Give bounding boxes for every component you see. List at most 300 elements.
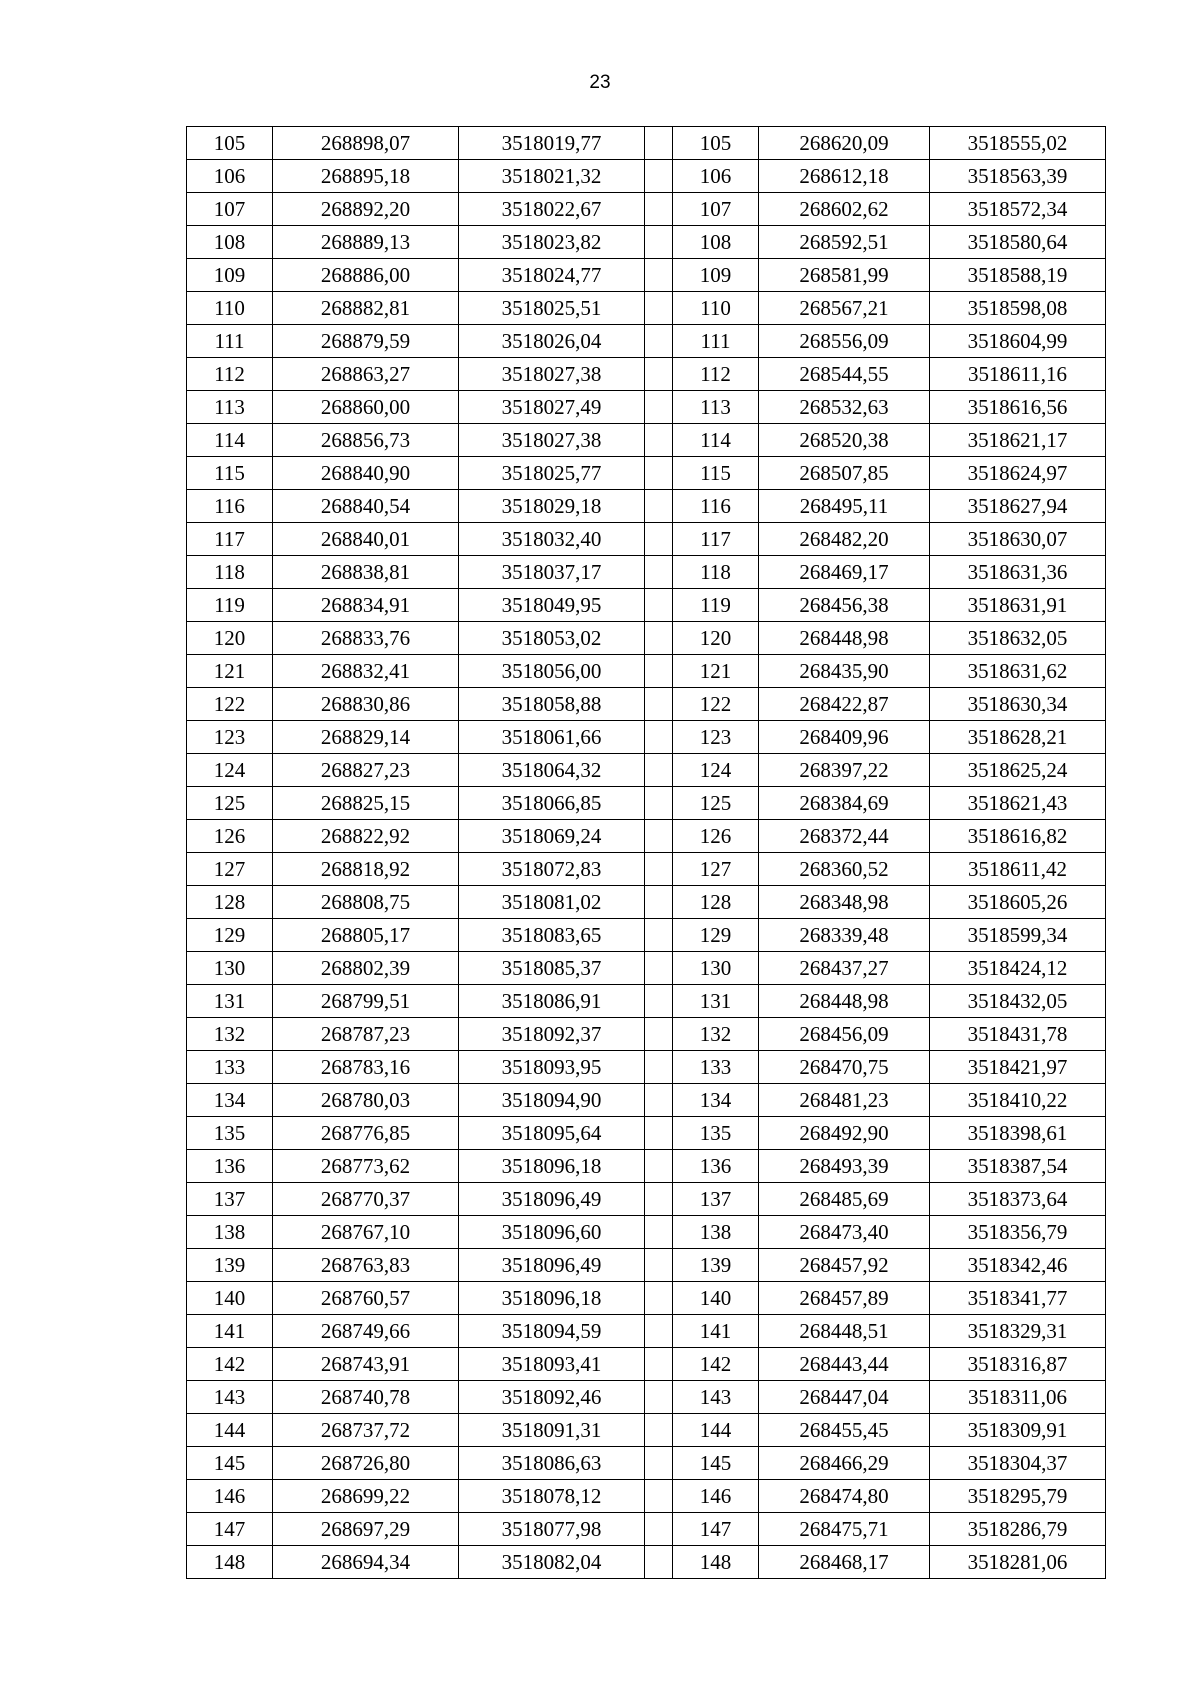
table-row: [187, 292, 1106, 325]
table-row: [187, 952, 1106, 985]
left-x-coordinate-cell: 268699,22: [273, 1480, 459, 1513]
spacer-cell: [645, 952, 673, 985]
left-point-number-cell: 123: [187, 721, 273, 754]
left-x-coordinate-cell: 268825,15: [273, 787, 459, 820]
right-y-coordinate-cell: 3518631,36: [930, 556, 1106, 589]
left-y-coordinate-cell: 3518069,24: [459, 820, 645, 853]
left-x-coordinate-cell: 268805,17: [273, 919, 459, 952]
left-point-number-cell: 107: [187, 193, 273, 226]
spacer-cell: [645, 1051, 673, 1084]
spacer-cell: [645, 1414, 673, 1447]
table-row: [187, 1183, 1106, 1216]
left-x-coordinate-cell: 268892,20: [273, 193, 459, 226]
right-x-coordinate-cell: 268470,75: [759, 1051, 930, 1084]
left-x-coordinate-cell: 268863,27: [273, 358, 459, 391]
left-x-coordinate-cell: 268860,00: [273, 391, 459, 424]
left-point-number-cell: 109: [187, 259, 273, 292]
right-point-number-cell: 109: [673, 259, 759, 292]
right-point-number-cell: 115: [673, 457, 759, 490]
left-y-coordinate-cell: 3518027,38: [459, 424, 645, 457]
table-row: [187, 820, 1106, 853]
spacer-cell: [645, 1183, 673, 1216]
right-point-number-cell: 117: [673, 523, 759, 556]
left-point-number-cell: 140: [187, 1282, 273, 1315]
right-x-coordinate-cell: 268422,87: [759, 688, 930, 721]
left-y-coordinate-cell: 3518078,12: [459, 1480, 645, 1513]
right-point-number-cell: 128: [673, 886, 759, 919]
right-y-coordinate-cell: 3518431,78: [930, 1018, 1106, 1051]
right-point-number-cell: 116: [673, 490, 759, 523]
right-point-number-cell: 143: [673, 1381, 759, 1414]
left-y-coordinate-cell: 3518058,88: [459, 688, 645, 721]
left-x-coordinate-cell: 268780,03: [273, 1084, 459, 1117]
right-x-coordinate-cell: 268448,98: [759, 985, 930, 1018]
spacer-cell: [645, 457, 673, 490]
right-y-coordinate-cell: 3518295,79: [930, 1480, 1106, 1513]
spacer-cell: [645, 655, 673, 688]
spacer-cell: [645, 853, 673, 886]
left-point-number-cell: 112: [187, 358, 273, 391]
left-y-coordinate-cell: 3518037,17: [459, 556, 645, 589]
left-point-number-cell: 113: [187, 391, 273, 424]
right-point-number-cell: 132: [673, 1018, 759, 1051]
left-y-coordinate-cell: 3518094,90: [459, 1084, 645, 1117]
table-row: [187, 457, 1106, 490]
right-point-number-cell: 124: [673, 754, 759, 787]
left-point-number-cell: 136: [187, 1150, 273, 1183]
table-row: [187, 160, 1106, 193]
right-x-coordinate-cell: 268456,09: [759, 1018, 930, 1051]
right-point-number-cell: 107: [673, 193, 759, 226]
left-point-number-cell: 108: [187, 226, 273, 259]
right-point-number-cell: 123: [673, 721, 759, 754]
left-x-coordinate-cell: 268799,51: [273, 985, 459, 1018]
spacer-cell: [645, 787, 673, 820]
right-x-coordinate-cell: 268456,38: [759, 589, 930, 622]
right-y-coordinate-cell: 3518631,62: [930, 655, 1106, 688]
left-x-coordinate-cell: 268726,80: [273, 1447, 459, 1480]
right-y-coordinate-cell: 3518630,07: [930, 523, 1106, 556]
spacer-cell: [645, 1084, 673, 1117]
right-point-number-cell: 111: [673, 325, 759, 358]
left-point-number-cell: 129: [187, 919, 273, 952]
right-x-coordinate-cell: 268448,51: [759, 1315, 930, 1348]
right-x-coordinate-cell: 268397,22: [759, 754, 930, 787]
left-y-coordinate-cell: 3518029,18: [459, 490, 645, 523]
right-x-coordinate-cell: 268507,85: [759, 457, 930, 490]
left-point-number-cell: 142: [187, 1348, 273, 1381]
left-x-coordinate-cell: 268889,13: [273, 226, 459, 259]
left-y-coordinate-cell: 3518095,64: [459, 1117, 645, 1150]
left-y-coordinate-cell: 3518064,32: [459, 754, 645, 787]
left-x-coordinate-cell: 268763,83: [273, 1249, 459, 1282]
table-row: [187, 1381, 1106, 1414]
spacer-cell: [645, 721, 673, 754]
table-row: [187, 127, 1106, 160]
left-x-coordinate-cell: 268898,07: [273, 127, 459, 160]
left-y-coordinate-cell: 3518066,85: [459, 787, 645, 820]
table-row: [187, 688, 1106, 721]
left-x-coordinate-cell: 268697,29: [273, 1513, 459, 1546]
left-point-number-cell: 128: [187, 886, 273, 919]
right-point-number-cell: 119: [673, 589, 759, 622]
right-point-number-cell: 114: [673, 424, 759, 457]
spacer-cell: [645, 1348, 673, 1381]
right-y-coordinate-cell: 3518341,77: [930, 1282, 1106, 1315]
left-x-coordinate-cell: 268808,75: [273, 886, 459, 919]
left-point-number-cell: 135: [187, 1117, 273, 1150]
spacer-cell: [645, 1447, 673, 1480]
right-x-coordinate-cell: 268581,99: [759, 259, 930, 292]
right-point-number-cell: 106: [673, 160, 759, 193]
right-y-coordinate-cell: 3518616,82: [930, 820, 1106, 853]
left-point-number-cell: 114: [187, 424, 273, 457]
spacer-cell: [645, 1117, 673, 1150]
table-row: [187, 1546, 1106, 1579]
table-row: [187, 1414, 1106, 1447]
right-y-coordinate-cell: 3518281,06: [930, 1546, 1106, 1579]
right-point-number-cell: 129: [673, 919, 759, 952]
left-point-number-cell: 126: [187, 820, 273, 853]
left-x-coordinate-cell: 268840,90: [273, 457, 459, 490]
right-x-coordinate-cell: 268468,17: [759, 1546, 930, 1579]
table-row: [187, 1480, 1106, 1513]
left-x-coordinate-cell: 268737,72: [273, 1414, 459, 1447]
right-point-number-cell: 134: [673, 1084, 759, 1117]
right-x-coordinate-cell: 268592,51: [759, 226, 930, 259]
left-x-coordinate-cell: 268840,01: [273, 523, 459, 556]
left-y-coordinate-cell: 3518096,60: [459, 1216, 645, 1249]
left-y-coordinate-cell: 3518096,18: [459, 1282, 645, 1315]
spacer-cell: [645, 754, 673, 787]
spacer-cell: [645, 589, 673, 622]
right-x-coordinate-cell: 268493,39: [759, 1150, 930, 1183]
spacer-cell: [645, 688, 673, 721]
left-y-coordinate-cell: 3518024,77: [459, 259, 645, 292]
right-y-coordinate-cell: 3518632,05: [930, 622, 1106, 655]
left-x-coordinate-cell: 268749,66: [273, 1315, 459, 1348]
right-y-coordinate-cell: 3518580,64: [930, 226, 1106, 259]
right-y-coordinate-cell: 3518599,34: [930, 919, 1106, 952]
table-row: [187, 1282, 1106, 1315]
left-point-number-cell: 147: [187, 1513, 273, 1546]
table-row: [187, 1216, 1106, 1249]
right-x-coordinate-cell: 268435,90: [759, 655, 930, 688]
left-point-number-cell: 133: [187, 1051, 273, 1084]
left-point-number-cell: 122: [187, 688, 273, 721]
right-y-coordinate-cell: 3518627,94: [930, 490, 1106, 523]
right-point-number-cell: 136: [673, 1150, 759, 1183]
right-y-coordinate-cell: 3518621,17: [930, 424, 1106, 457]
right-point-number-cell: 146: [673, 1480, 759, 1513]
table-row: [187, 391, 1106, 424]
right-x-coordinate-cell: 268466,29: [759, 1447, 930, 1480]
right-y-coordinate-cell: 3518630,34: [930, 688, 1106, 721]
left-x-coordinate-cell: 268787,23: [273, 1018, 459, 1051]
table-row: [187, 226, 1106, 259]
table-row: [187, 919, 1106, 952]
left-y-coordinate-cell: 3518093,95: [459, 1051, 645, 1084]
right-y-coordinate-cell: 3518616,56: [930, 391, 1106, 424]
right-y-coordinate-cell: 3518373,64: [930, 1183, 1106, 1216]
left-y-coordinate-cell: 3518025,77: [459, 457, 645, 490]
left-point-number-cell: 145: [187, 1447, 273, 1480]
left-x-coordinate-cell: 268833,76: [273, 622, 459, 655]
spacer-cell: [645, 556, 673, 589]
right-point-number-cell: 147: [673, 1513, 759, 1546]
right-x-coordinate-cell: 268481,23: [759, 1084, 930, 1117]
right-y-coordinate-cell: 3518410,22: [930, 1084, 1106, 1117]
left-point-number-cell: 134: [187, 1084, 273, 1117]
right-y-coordinate-cell: 3518563,39: [930, 160, 1106, 193]
left-point-number-cell: 131: [187, 985, 273, 1018]
table-row: [187, 1084, 1106, 1117]
left-y-coordinate-cell: 3518096,49: [459, 1183, 645, 1216]
right-y-coordinate-cell: 3518598,08: [930, 292, 1106, 325]
left-point-number-cell: 110: [187, 292, 273, 325]
left-x-coordinate-cell: 268770,37: [273, 1183, 459, 1216]
left-point-number-cell: 146: [187, 1480, 273, 1513]
left-x-coordinate-cell: 268832,41: [273, 655, 459, 688]
spacer-cell: [645, 1546, 673, 1579]
table-row: [187, 259, 1106, 292]
left-point-number-cell: 139: [187, 1249, 273, 1282]
left-point-number-cell: 119: [187, 589, 273, 622]
left-point-number-cell: 144: [187, 1414, 273, 1447]
spacer-cell: [645, 1282, 673, 1315]
right-point-number-cell: 105: [673, 127, 759, 160]
left-y-coordinate-cell: 3518021,32: [459, 160, 645, 193]
left-x-coordinate-cell: 268856,73: [273, 424, 459, 457]
right-x-coordinate-cell: 268602,62: [759, 193, 930, 226]
left-point-number-cell: 127: [187, 853, 273, 886]
right-x-coordinate-cell: 268348,98: [759, 886, 930, 919]
right-y-coordinate-cell: 3518588,19: [930, 259, 1106, 292]
right-point-number-cell: 131: [673, 985, 759, 1018]
left-x-coordinate-cell: 268882,81: [273, 292, 459, 325]
left-y-coordinate-cell: 3518091,31: [459, 1414, 645, 1447]
left-x-coordinate-cell: 268743,91: [273, 1348, 459, 1381]
left-x-coordinate-cell: 268783,16: [273, 1051, 459, 1084]
left-point-number-cell: 116: [187, 490, 273, 523]
spacer-cell: [645, 985, 673, 1018]
right-point-number-cell: 127: [673, 853, 759, 886]
right-y-coordinate-cell: 3518432,05: [930, 985, 1106, 1018]
right-point-number-cell: 145: [673, 1447, 759, 1480]
left-x-coordinate-cell: 268895,18: [273, 160, 459, 193]
table-row: [187, 193, 1106, 226]
left-point-number-cell: 111: [187, 325, 273, 358]
left-y-coordinate-cell: 3518086,63: [459, 1447, 645, 1480]
left-x-coordinate-cell: 268822,92: [273, 820, 459, 853]
left-x-coordinate-cell: 268767,10: [273, 1216, 459, 1249]
left-x-coordinate-cell: 268760,57: [273, 1282, 459, 1315]
table-row: [187, 754, 1106, 787]
left-x-coordinate-cell: 268818,92: [273, 853, 459, 886]
right-x-coordinate-cell: 268457,89: [759, 1282, 930, 1315]
right-x-coordinate-cell: 268495,11: [759, 490, 930, 523]
spacer-cell: [645, 193, 673, 226]
spacer-cell: [645, 292, 673, 325]
table-row: [187, 787, 1106, 820]
table-row: [187, 490, 1106, 523]
right-point-number-cell: 141: [673, 1315, 759, 1348]
right-y-coordinate-cell: 3518309,91: [930, 1414, 1106, 1447]
left-point-number-cell: 115: [187, 457, 273, 490]
right-y-coordinate-cell: 3518421,97: [930, 1051, 1106, 1084]
right-x-coordinate-cell: 268443,44: [759, 1348, 930, 1381]
right-point-number-cell: 121: [673, 655, 759, 688]
left-x-coordinate-cell: 268840,54: [273, 490, 459, 523]
left-x-coordinate-cell: 268834,91: [273, 589, 459, 622]
right-y-coordinate-cell: 3518304,37: [930, 1447, 1106, 1480]
right-x-coordinate-cell: 268339,48: [759, 919, 930, 952]
right-x-coordinate-cell: 268372,44: [759, 820, 930, 853]
spacer-cell: [645, 391, 673, 424]
right-point-number-cell: 137: [673, 1183, 759, 1216]
right-x-coordinate-cell: 268482,20: [759, 523, 930, 556]
spacer-cell: [645, 1018, 673, 1051]
right-y-coordinate-cell: 3518604,99: [930, 325, 1106, 358]
right-x-coordinate-cell: 268492,90: [759, 1117, 930, 1150]
table-row: [187, 1447, 1106, 1480]
left-x-coordinate-cell: 268827,23: [273, 754, 459, 787]
right-x-coordinate-cell: 268520,38: [759, 424, 930, 457]
right-point-number-cell: 122: [673, 688, 759, 721]
table-row: [187, 622, 1106, 655]
right-x-coordinate-cell: 268447,04: [759, 1381, 930, 1414]
right-y-coordinate-cell: 3518621,43: [930, 787, 1106, 820]
right-x-coordinate-cell: 268612,18: [759, 160, 930, 193]
left-y-coordinate-cell: 3518025,51: [459, 292, 645, 325]
right-x-coordinate-cell: 268473,40: [759, 1216, 930, 1249]
left-x-coordinate-cell: 268830,86: [273, 688, 459, 721]
left-y-coordinate-cell: 3518086,91: [459, 985, 645, 1018]
table-row: [187, 523, 1106, 556]
table-row: [187, 358, 1106, 391]
spacer-cell: [645, 1480, 673, 1513]
right-y-coordinate-cell: 3518625,24: [930, 754, 1106, 787]
right-y-coordinate-cell: 3518387,54: [930, 1150, 1106, 1183]
left-y-coordinate-cell: 3518093,41: [459, 1348, 645, 1381]
left-y-coordinate-cell: 3518053,02: [459, 622, 645, 655]
left-y-coordinate-cell: 3518049,95: [459, 589, 645, 622]
left-y-coordinate-cell: 3518032,40: [459, 523, 645, 556]
right-y-coordinate-cell: 3518398,61: [930, 1117, 1106, 1150]
right-x-coordinate-cell: 268448,98: [759, 622, 930, 655]
spacer-cell: [645, 160, 673, 193]
left-point-number-cell: 138: [187, 1216, 273, 1249]
left-y-coordinate-cell: 3518081,02: [459, 886, 645, 919]
table-row: [187, 721, 1106, 754]
left-y-coordinate-cell: 3518092,37: [459, 1018, 645, 1051]
right-point-number-cell: 130: [673, 952, 759, 985]
right-point-number-cell: 135: [673, 1117, 759, 1150]
right-x-coordinate-cell: 268544,55: [759, 358, 930, 391]
right-point-number-cell: 126: [673, 820, 759, 853]
left-y-coordinate-cell: 3518085,37: [459, 952, 645, 985]
left-y-coordinate-cell: 3518056,00: [459, 655, 645, 688]
spacer-cell: [645, 358, 673, 391]
table-row: [187, 655, 1106, 688]
table-row: [187, 424, 1106, 457]
left-y-coordinate-cell: 3518072,83: [459, 853, 645, 886]
left-x-coordinate-cell: 268886,00: [273, 259, 459, 292]
right-point-number-cell: 144: [673, 1414, 759, 1447]
left-x-coordinate-cell: 268776,85: [273, 1117, 459, 1150]
right-y-coordinate-cell: 3518624,97: [930, 457, 1106, 490]
spacer-cell: [645, 424, 673, 457]
spacer-cell: [645, 1216, 673, 1249]
left-point-number-cell: 124: [187, 754, 273, 787]
left-y-coordinate-cell: 3518096,18: [459, 1150, 645, 1183]
table-row: [187, 589, 1106, 622]
spacer-cell: [645, 886, 673, 919]
left-point-number-cell: 125: [187, 787, 273, 820]
coordinates-table: [186, 126, 1106, 1579]
left-x-coordinate-cell: 268879,59: [273, 325, 459, 358]
table-row: [187, 985, 1106, 1018]
spacer-cell: [645, 1249, 673, 1282]
left-point-number-cell: 121: [187, 655, 273, 688]
right-point-number-cell: 113: [673, 391, 759, 424]
right-x-coordinate-cell: 268360,52: [759, 853, 930, 886]
table-row: [187, 886, 1106, 919]
right-point-number-cell: 112: [673, 358, 759, 391]
table-row: [187, 1150, 1106, 1183]
right-y-coordinate-cell: 3518555,02: [930, 127, 1106, 160]
left-point-number-cell: 143: [187, 1381, 273, 1414]
table-row: [187, 1249, 1106, 1282]
table-row: [187, 1051, 1106, 1084]
left-point-number-cell: 130: [187, 952, 273, 985]
left-point-number-cell: 141: [187, 1315, 273, 1348]
right-point-number-cell: 139: [673, 1249, 759, 1282]
left-y-coordinate-cell: 3518092,46: [459, 1381, 645, 1414]
right-x-coordinate-cell: 268437,27: [759, 952, 930, 985]
table-row: [187, 1513, 1106, 1546]
left-y-coordinate-cell: 3518077,98: [459, 1513, 645, 1546]
right-y-coordinate-cell: 3518572,34: [930, 193, 1106, 226]
left-x-coordinate-cell: 268694,34: [273, 1546, 459, 1579]
left-y-coordinate-cell: 3518026,04: [459, 325, 645, 358]
table-row: [187, 1018, 1106, 1051]
right-y-coordinate-cell: 3518605,26: [930, 886, 1106, 919]
right-x-coordinate-cell: 268567,21: [759, 292, 930, 325]
left-y-coordinate-cell: 3518083,65: [459, 919, 645, 952]
left-y-coordinate-cell: 3518094,59: [459, 1315, 645, 1348]
spacer-cell: [645, 325, 673, 358]
left-point-number-cell: 105: [187, 127, 273, 160]
spacer-cell: [645, 622, 673, 655]
right-y-coordinate-cell: 3518356,79: [930, 1216, 1106, 1249]
right-x-coordinate-cell: 268532,63: [759, 391, 930, 424]
left-point-number-cell: 117: [187, 523, 273, 556]
spacer-cell: [645, 1315, 673, 1348]
table-row: [187, 556, 1106, 589]
right-y-coordinate-cell: 3518316,87: [930, 1348, 1106, 1381]
right-point-number-cell: 125: [673, 787, 759, 820]
left-x-coordinate-cell: 268802,39: [273, 952, 459, 985]
left-y-coordinate-cell: 3518023,82: [459, 226, 645, 259]
right-point-number-cell: 110: [673, 292, 759, 325]
spacer-cell: [645, 523, 673, 556]
right-y-coordinate-cell: 3518329,31: [930, 1315, 1106, 1348]
right-x-coordinate-cell: 268620,09: [759, 127, 930, 160]
left-y-coordinate-cell: 3518022,67: [459, 193, 645, 226]
left-y-coordinate-cell: 3518082,04: [459, 1546, 645, 1579]
right-x-coordinate-cell: 268474,80: [759, 1480, 930, 1513]
